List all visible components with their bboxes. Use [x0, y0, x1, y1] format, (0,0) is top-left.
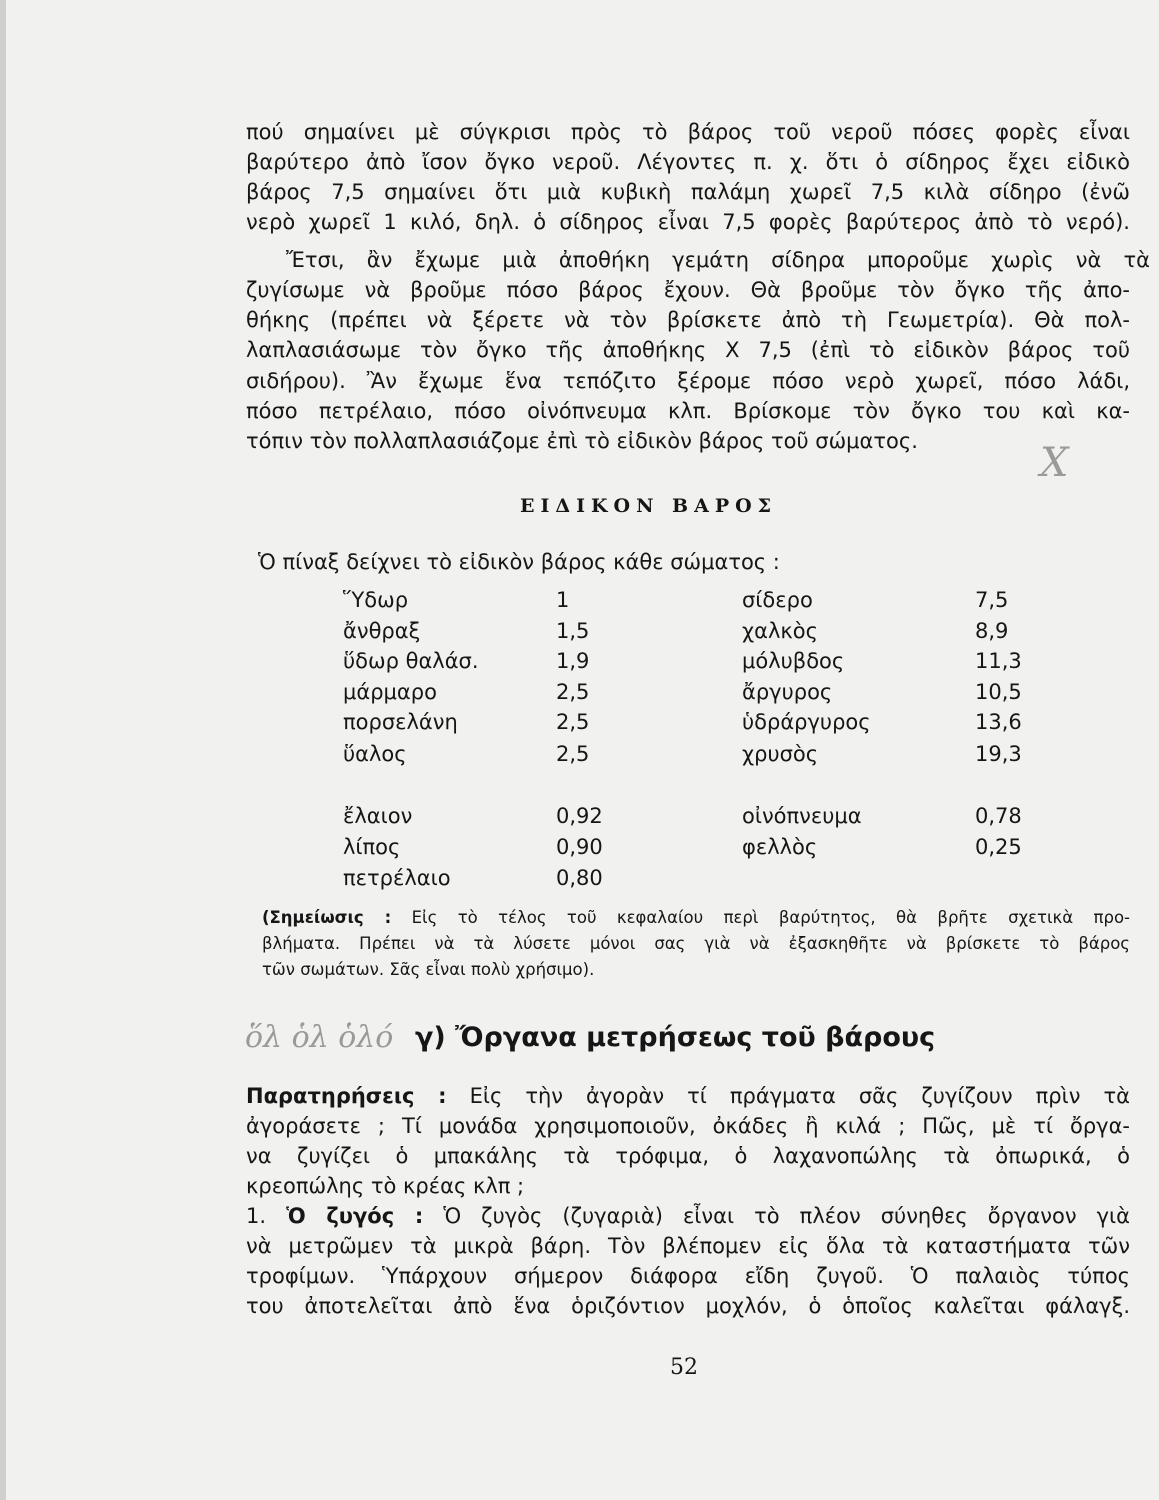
table-value: 0,90 — [556, 835, 603, 859]
observations-label: Παρατηρήσεις : — [246, 1084, 447, 1108]
table-substance: Ὕδωρ — [343, 588, 409, 612]
note-text: τῶν σωμάτων. Σᾶς εἶναι πολὺ χρήσιμο). — [262, 960, 595, 979]
table-substance: ὕδωρ θαλάσ. — [343, 649, 479, 673]
text-line: πού σημαίνει μὲ σύγκρισι πρὸς τὸ βάρος τοῦ νεροῦ πόσες φορὲς εἶναι — [246, 120, 1130, 144]
table-value: 0,78 — [975, 804, 1022, 828]
text-line: βαρύτερο ἀπὸ ἴσον ὄγκο νεροῦ. Λέγοντες π. χ. ὅτι ὁ σίδηρος ἔχει εἰδικὸ — [246, 150, 1130, 174]
table-value: 8,9 — [975, 619, 1009, 643]
text-line: Ὁ ζυγὸς (ζυγαριὰ) εἶναι τὸ πλέον σύνηθες ὄργανον γιὰ — [443, 1204, 1130, 1228]
table-value: 1,9 — [556, 649, 590, 673]
table-value: 2,5 — [556, 680, 590, 704]
table-value: 1,5 — [556, 619, 590, 643]
table-substance: μόλυβδος — [742, 649, 845, 673]
text-line: θήκης (πρέπει νὰ ξέρετε νὰ τὸν βρίσκετε ἀπὸ τὴ Γεωμετρία). Θὰ πολ- — [246, 308, 1130, 332]
table-intro: Ὁ πίναξ δείχνει τὸ εἰδικὸν βάρος κάθε σώματος : — [258, 550, 780, 574]
note-label: (Σημείωσις : — [262, 908, 392, 927]
text-line: τόπιν τὸν πολλαπλασιάζομε ἐπὶ τὸ εἰδικὸν βάρος τοῦ σώματος. — [246, 429, 918, 453]
table-substance: ἄργυρος — [742, 680, 833, 704]
table-value: 7,5 — [975, 588, 1009, 612]
table-substance: ὑδράργυρος — [742, 710, 871, 734]
text-line: τροφίμων. Ὑπάρχουν σήμερον διάφορα εἴδη ζυγοῦ. Ὁ παλαιὸς τύπος — [246, 1264, 1130, 1288]
table-value: 0,92 — [556, 804, 603, 828]
text-line: σιδήρου). Ἂν ἔχωμε ἕνα τεπόζιτο ξέρομε πόσο νερὸ χωρεῖ, πόσο λάδι, — [246, 369, 1130, 393]
section-title: γ) Ὄργανα μετρήσεως τοῦ βάρους — [415, 1022, 936, 1053]
table-value: 10,5 — [975, 680, 1022, 704]
table-value: 2,5 — [556, 710, 590, 734]
text-line: ἀγοράσετε ; Τί μονάδα χρησιμοποιοῦν, ὀκάδες ἢ κιλά ; Πῶς, μὲ τί ὄργα- — [246, 1114, 1130, 1138]
table-substance: λίπος — [343, 835, 401, 859]
table-substance: οἰνόπνευμα — [742, 804, 862, 828]
item-number: 1. — [246, 1204, 267, 1228]
text-line: πόσο πετρέλαιο, πόσο οἰνόπνευμα κλπ. Βρίσκομε τὸν ὄγκο του καὶ κα- — [246, 399, 1130, 423]
scan-edge — [0, 0, 6, 1500]
table-substance: ἔλαιον — [343, 804, 413, 828]
note-text: βλήματα. Πρέπει νὰ τὰ λύσετε μόνοι σας γιὰ νὰ ἐξασκηθῆτε νὰ βρίσκετε τὸ βάρος — [262, 934, 1130, 953]
text-line: νερὸ χωρεῖ 1 κιλό, δηλ. ὁ σίδηρος εἶναι 7,5 φορὲς βαρύτερος ἀπὸ τὸ νερό). — [246, 210, 1130, 234]
table-value: 1 — [556, 588, 570, 612]
text-line: νὰ μετρῶμεν τὰ μικρὰ βάρη. Τὸν βλέπομεν εἰς ὅλα τὰ καταστήματα τῶν — [246, 1234, 1130, 1258]
note-text: Εἰς τὸ τέλος τοῦ κεφαλαίου περὶ βαρύτητος, θὰ βρῆτε σχετικὰ προ- — [411, 908, 1131, 927]
table-substance: σίδερο — [742, 588, 813, 612]
text-line: να ζυγίζει ὁ μπακάλης τὰ τρόφιμα, ὁ λαχανοπώλης τὰ ὀπωρικά, ὁ — [246, 1144, 1130, 1168]
table-substance: χαλκὸς — [742, 619, 818, 643]
text-line: Ἔτσι, ἂν ἔχωμε μιὰ ἀποθήκη γεμάτη σίδηρα μποροῦμε χωρὶς νὰ τὰ — [286, 248, 1150, 272]
table-value: 0,80 — [556, 866, 603, 890]
table-substance: μάρμαρο — [343, 680, 437, 704]
table-value: 19,3 — [975, 742, 1022, 766]
table-substance: ἄνθραξ — [343, 619, 421, 643]
table-substance: πετρέλαιο — [343, 866, 451, 890]
page-number: 52 — [670, 1355, 698, 1380]
table-value: 2,5 — [556, 742, 590, 766]
text-line: του ἀποτελεῖται ἀπὸ ἕνα ὁριζόντιον μοχλόν, ὁ ὁποῖος καλεῖται φάλαγξ. — [246, 1294, 1130, 1318]
table-substance: ὕαλος — [343, 742, 407, 766]
handwritten-mark: ὅλ ὁλ ὁλό — [245, 1020, 394, 1055]
text-line: ζυγίσωμε νὰ βροῦμε πόσο βάρος ἔχουν. Θὰ βροῦμε τὸν ὄγκο τῆς ἀπο- — [246, 278, 1130, 302]
table-value: 11,3 — [975, 649, 1022, 673]
table-value: 13,6 — [975, 710, 1022, 734]
text-line: βάρος 7,5 σημαίνει ὅτι μιὰ κυβικὴ παλάμη χωρεῖ 7,5 κιλὰ σίδηρο (ἐνῶ — [246, 180, 1130, 204]
table-substance: πορσελάνη — [343, 710, 458, 734]
text-line: Εἰς τὴν ἀγορὰν τί πράγματα σᾶς ζυγίζουν πρὶν τὰ — [469, 1084, 1130, 1108]
table-substance: χρυσὸς — [742, 742, 819, 766]
text-line: κρεοπώλης τὸ κρέας κλπ ; — [246, 1174, 525, 1198]
scale-label: Ὁ ζυγός : — [286, 1204, 424, 1228]
text-line: λαπλασιάσωμε τὸν ὄγκο τῆς ἀποθήκης Χ 7,5 (ἐπὶ τὸ εἰδικὸν βάρος τοῦ — [246, 338, 1130, 362]
table-value: 0,25 — [975, 835, 1022, 859]
handwritten-mark: X — [1040, 440, 1069, 486]
table-title: ΕΙΔΙΚΟΝ ΒΑΡΟΣ — [520, 495, 778, 517]
table-substance: φελλὸς — [742, 835, 818, 859]
